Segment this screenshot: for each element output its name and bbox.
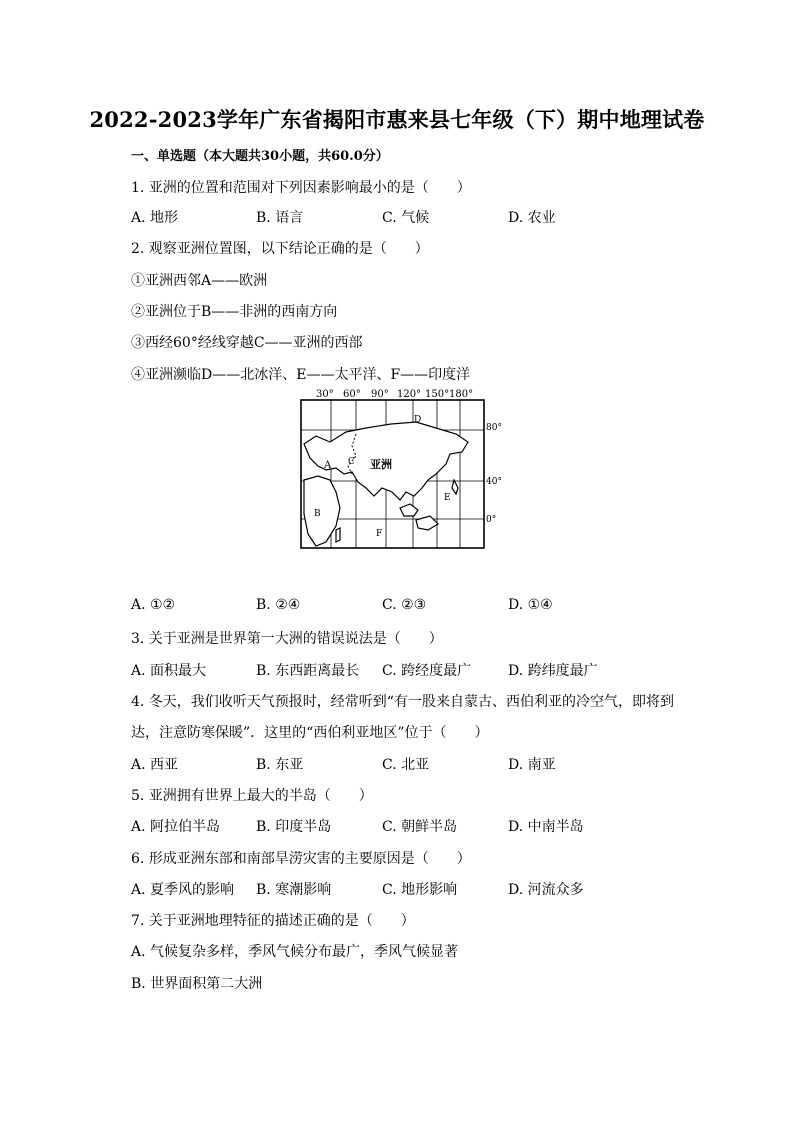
question-4-options (131, 754, 691, 774)
question-7-option-b[interactable]: B. 世界面积第二大洲 (131, 976, 263, 992)
lon-label-90: 90° (371, 389, 389, 400)
letter-c: C (348, 457, 355, 467)
option-d[interactable]: D. ①④ (508, 597, 553, 613)
option-b[interactable]: B. 印度半岛 (256, 819, 332, 835)
option-a[interactable]: A. 阿拉伯半岛 (131, 819, 221, 835)
asia-location-map (296, 384, 506, 556)
question-5-stem: 5. 亚洲拥有世界上最大的半岛（ ） (131, 788, 373, 804)
lat-label-80: 80° (486, 423, 502, 433)
option-c[interactable]: C. ②③ (382, 597, 427, 613)
exam-title: 2022-2023学年广东省揭阳市惠来县七年级（下）期中地理试卷 (89, 107, 705, 132)
option-b[interactable]: B. 语言 (256, 210, 304, 226)
section-heading: 一、单选题（本大题共30小题，共60.0分） (131, 149, 389, 164)
lat-label-40: 40° (486, 477, 502, 487)
question-7-option-a[interactable]: A. 气候复杂多样，季风气候分布最广，季风气候显著 (131, 944, 459, 960)
option-b[interactable]: B. 寒潮影响 (256, 882, 332, 898)
lon-label-30: 30° (316, 389, 334, 400)
option-d[interactable]: D. 农业 (508, 210, 556, 226)
option-d[interactable]: D. 南亚 (508, 757, 556, 773)
question-2-stem: 2. 观察亚洲位置图，以下结论正确的是（ ） (131, 241, 429, 257)
question-4-stem-line2: 达，注意防寒保暖”．这里的“西伯利亚地区”位于（ ） (131, 725, 489, 741)
option-c[interactable]: C. 北亚 (382, 757, 430, 773)
statement-4: ④亚洲濒临D——北冰洋、E——太平洋、F——印度洋 (131, 367, 471, 383)
option-a[interactable]: A. 西亚 (131, 757, 179, 773)
option-d[interactable]: D. 中南半岛 (508, 819, 584, 835)
option-d[interactable]: D. 跨纬度最广 (508, 663, 598, 679)
letter-b: B (314, 509, 321, 519)
option-a[interactable]: A. 夏季风的影响 (131, 882, 235, 898)
option-b[interactable]: B. 东西距离最长 (256, 663, 360, 679)
letter-a: A (324, 460, 332, 471)
lon-label-60: 60° (343, 389, 361, 400)
question-6-options (131, 879, 691, 899)
letter-d: D (414, 415, 422, 425)
option-c[interactable]: C. 跨经度最广 (382, 663, 472, 679)
option-a[interactable]: A. ①② (131, 597, 176, 613)
region-label-asia: 亚洲 (370, 458, 392, 471)
lon-label-180: 180° (449, 389, 474, 400)
statement-3: ③西经60°经线穿越C——亚洲的西部 (131, 335, 363, 351)
option-a[interactable]: A. 地形 (131, 210, 179, 226)
option-d[interactable]: D. 河流众多 (508, 882, 584, 898)
question-6-stem: 6. 形成亚洲东部和南部旱涝灾害的主要原因是（ ） (131, 851, 471, 867)
statement-2: ②亚洲位于B——非洲的西南方向 (131, 304, 338, 320)
question-3-stem: 3. 关于亚洲是世界第一大洲的错误说法是（ ） (131, 631, 443, 647)
question-2-options (131, 597, 691, 617)
letter-f: F (376, 529, 383, 539)
letter-e: E (444, 493, 451, 503)
lon-label-150: 150° (425, 389, 450, 400)
question-5-options (131, 816, 691, 836)
option-b[interactable]: B. ②④ (256, 597, 301, 613)
lon-label-120: 120° (397, 389, 422, 400)
statement-1: ①亚洲西邻A——欧洲 (131, 273, 268, 289)
option-b[interactable]: B. 东亚 (256, 757, 304, 773)
question-7-stem: 7. 关于亚洲地理特征的描述正确的是（ ） (131, 913, 415, 929)
lat-label-0: 0° (486, 515, 497, 525)
option-c[interactable]: C. 地形影响 (382, 882, 458, 898)
option-a[interactable]: A. 面积最大 (131, 663, 207, 679)
option-c[interactable]: C. 气候 (382, 210, 430, 226)
option-c[interactable]: C. 朝鲜半岛 (382, 819, 458, 835)
question-3-options (131, 660, 691, 680)
question-4-stem-line1: 4. 冬天，我们收听天气预报时，经常听到“有一股来自蒙古、西伯利亚的冷空气，即将到 (131, 694, 674, 710)
question-1-options (131, 207, 691, 227)
question-1-stem: 1. 亚洲的位置和范围对下列因素影响最小的是（ ） (131, 180, 471, 196)
